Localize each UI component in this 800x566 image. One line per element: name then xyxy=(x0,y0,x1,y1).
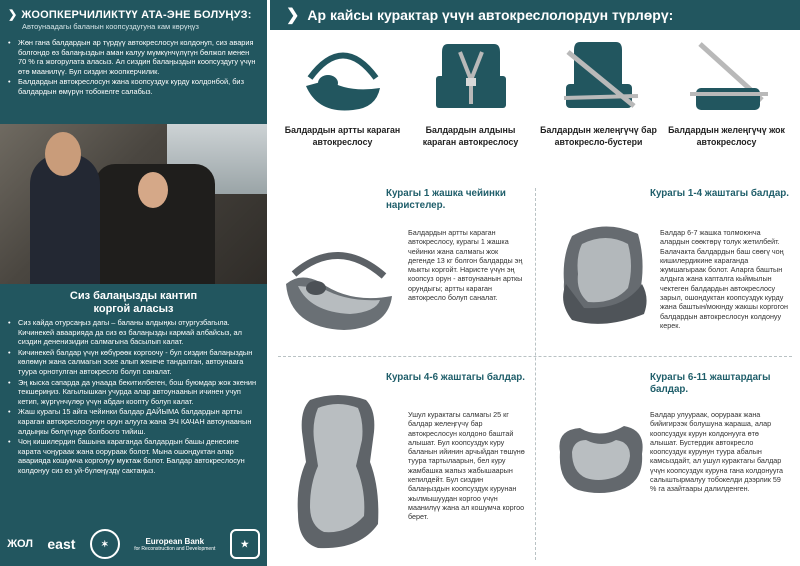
backless-booster-image xyxy=(550,412,650,502)
infant-carrier-image xyxy=(280,242,398,334)
booster-with-back-icon xyxy=(554,38,644,118)
age-group-body: Балдардын артты караган автокреслосу, курагы 1 жашка чейинки жана салмагы жок дегенде 13 кг болгон балдарды эң мыкты коргойт. Наристе үчүн эң коопсуз орун - автоунаанын арткы орундыгы; артты караган автокресло болуп саналат. xyxy=(408,228,523,303)
type-booster-without-back: Балдардын желеңгүчү жок автокреслосу xyxy=(664,38,789,148)
age-group-preschool xyxy=(278,372,533,557)
toddler-seat-image xyxy=(554,222,654,328)
left-heading: ❯ ЖООПКЕРЧИЛИКТҮҮ АТА-ЭНЕ БОЛУҢУЗ: xyxy=(8,9,252,21)
logo-jol: ЖОЛ xyxy=(7,538,33,550)
high-back-booster-image xyxy=(290,392,386,552)
age-group-title: Курагы 1-4 жаштагы балдар. xyxy=(650,188,789,199)
age-group-body: Ушул курактагы салмагы 25 кг балдар желеңгүчү бар автокреслосун колдоно баштай алышат. Бул коопсуздук куру баланын ийинин арчыйдан төшүнө туура тартылаарын, бел куру жамбашка жапыз жабышаарын кепилдейт. Бул сиздин балаңыздын коопсуздук курунан жылмышуудан коргоо үчүн маанилүү жана ал кошумча коргоо берет. xyxy=(408,410,525,522)
intro-list xyxy=(8,38,258,98)
left-subheading: Автоунаадагы баланын коопсуздугуна кам көрүңүз xyxy=(22,22,199,31)
type-rear-facing: Балдардын артты караган автокреслосу xyxy=(280,38,405,148)
list-item: • Жаш курагы 15 айга чейинки балдар ДАЙЫМА балдардын артты караган автокреслосунун орун алууга жана ЭЧ КАЧАН автоунаанын алдыңкы бөлүгүндө болбоого тийиш. xyxy=(8,407,260,436)
parent-child-photo xyxy=(0,124,267,284)
left-panel xyxy=(0,0,267,566)
list-item: • Чоң кишилердин башына караганда балдардын башы денесине карата чоңураак жана оорураак болот. Мына ошондуктан алар аварияда кошумча корголуу муктаж болот. Балдар автокреслосун колдонуу сиз өз уй-бүлөңүздү сактаңыз. xyxy=(8,437,260,475)
list-item: • Сиз кайда отурсаңыз дагы – баланы алдыңкы отургузбагыла. Кичинекей аваарияда да сиз өз балаңызды кармай албайсыз, ал сиздин дененизидин салмагына басылып калат. xyxy=(8,318,260,347)
booster-cushion-icon xyxy=(682,38,772,118)
list-item: • Кичинекей балдар үчүн көбүрөөк коргоочу - бул сиздин балаңыздын көлөмүн жана салмагын эске алып жекече тандалган, автоунаага туура орнотулган автокресло болуп саналат. xyxy=(8,348,260,377)
forward-facing-seat-icon xyxy=(426,38,516,118)
logo-east: east xyxy=(47,536,76,552)
type-booster-with-back: Балдардын желеңгүчү бар автокресло-бустери xyxy=(536,38,661,148)
age-group-title: Курагы 4-6 жаштагы балдар. xyxy=(386,372,525,383)
age-group-school xyxy=(540,372,795,557)
chevron-icon: ❯ xyxy=(286,7,300,24)
type-forward-facing: Балдардын алдыны караган автокреслосу xyxy=(408,38,533,148)
logo-ebrd: European Bank for Reconstruction and Development xyxy=(134,536,216,552)
age-group-body: Балдар улуураак, оорураак жана бийигирээк болушуна жараша, алар коопсуздук курун колдонууга өтө алышат. Бустердик автокресло коопсуздук курунун туура абалын камсыздайт, ал ушул курактагы балдар үчүн коопсуздук куруна гана колдонууга салыштырмалуу тобокелди дээрлик 59 % га азайтаары далилденген. xyxy=(650,410,783,494)
car-seat-types xyxy=(270,38,800,178)
section2-heading: Сиз балаңызды кантип коргой аласыз xyxy=(69,290,198,315)
age-group-title: Курагы 1 жашка чейинки наристелер. xyxy=(386,188,506,211)
age-group-infant xyxy=(278,188,533,353)
age-group-body: Балдар 6-7 жашка толмоюнча алардын сөөктөрү толук жетилбейт. Балачакта балдардын баш сөөгү чоң кишилердикине караганда жумшагыраак болот. Аларга баштын алдыга жана капталга кыймылын чектеген балдардын автокреслосу зарыл, ошондуктан коопсуздук курду жана баштын/моюнду жакшы коргогон балдардын автокреслосун колдонуу керек. xyxy=(660,228,788,330)
list-item: • Балдардын автокреслосун жана коопсуздук курду колдонбой, биз балдардын өмүрүн тобокелге салабыз. xyxy=(8,77,258,96)
chevron-icon: ❯ xyxy=(8,9,18,21)
age-group-title: Курагы 6-11 жаштардагы балдар. xyxy=(650,372,771,395)
vertical-divider xyxy=(535,188,536,560)
list-item: • Эң кыска сапарда да унаада бекитилбеген, бош буюмдар жок экенин текшериңиз. Кагылышкан учурда алар автоунаанын ичинен учуп кетип, жүргүнчүлөр үчүн абдан коопту болуп калат. xyxy=(8,378,260,407)
rear-facing-seat-icon xyxy=(298,38,388,118)
sponsor-logos xyxy=(0,522,267,566)
right-heading: ❯ Ар кайсы курактар үчүн автокреслолордун түрлөрү: xyxy=(270,0,800,30)
anniversary-badge-icon: ✶ xyxy=(90,529,120,559)
safety-list xyxy=(8,318,260,477)
list-item: • Жөн гана балдардын ар түрдүү автокреслосун колдонуп, сиз авария болгондо өз балаңыздын аман калуу мүмкүнчүлүгүн бөлжол менен 70 % га жогорулата аласыз. Ал сиздин балаңыздын коопсуздугу үчүн өтө маанилүү. Бул сиздин жоопкерчилик. xyxy=(8,38,258,76)
police-emblem-icon: ★ xyxy=(230,529,260,559)
age-group-toddler xyxy=(540,188,795,353)
